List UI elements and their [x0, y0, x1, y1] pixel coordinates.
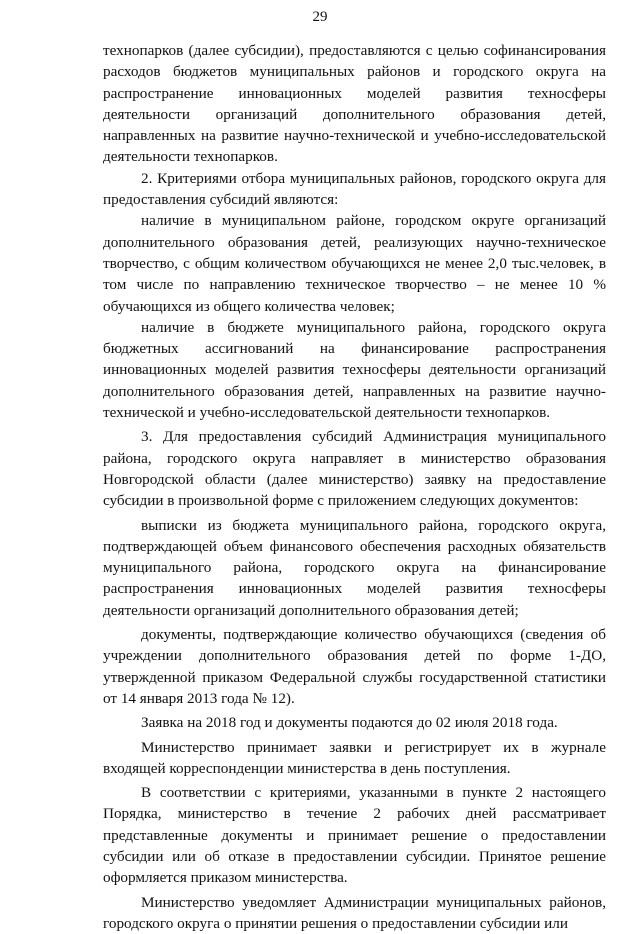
paragraph-review-decision: В соответствии с критериями, указанными в пункте 2 настоящего Порядка, министерство в течение 2 рабочих дней рассматривает представленные документы и принимает решение о предоставлении субсидии или об отказе в предоставлении субсидии. Принятое решение оформляется приказом министерства.: [103, 784, 606, 887]
paragraph-application-procedure: 3. Для предоставления субсидий Администрация муниципального района, городского округа направляет в министерство образования Новгородской области (далее министерство) заявку на предоставление субсидии в произвольной форме с приложением следующих документов:: [103, 428, 606, 510]
paragraph-registration: Министерство принимает заявки и регистрирует их в журнале входящей корреспонденции министерства в день поступления.: [103, 738, 606, 777]
paragraph-selection-criteria: 2. Критериями отбора муниципальных районов, городского округа для предоставления субсидий являются:: [103, 169, 606, 209]
paragraph-student-documents: документы, подтверждающие количество обучающихся (сведения об учреждении дополнительного образования детей по форме 1-ДО, утвержденной приказом Федеральной службы государственной статистики от 14 января 2013 года № 12).: [103, 626, 606, 707]
page-number: 29: [312, 9, 328, 25]
document-body: [103, 40, 606, 934]
paragraph-subsidy-purpose: технопарков (далее субсидии), предоставляются с целью софинансирования расходов бюджетов муниципальных районов и городского округа на распространение инновационных моделей развития техносферы деятельности организаций дополнительного образования детей, направленных на развитие научно-технической и учебно-исследовательской деятельности технопарков.: [103, 42, 606, 166]
paragraph-notification: Министерство уведомляет Администрации муниципальных районов, городского округа о принятии решения о предоставлении субсидии или: [103, 893, 606, 932]
paragraph-budget-extract: выписки из бюджета муниципального района, городского округа, подтверждающей объем финансового обеспечения расходных обязательств муниципального района, городского округа на финансирование распространения инновационных моделей развития техносферы деятельности организаций дополнительного образования детей;: [103, 516, 606, 619]
paragraph-criterion-organizations: наличие в муниципальном районе, городском округе организаций дополнительного образования детей, реализующих научно-техническое творчество, с общим количеством обучающихся не менее 2,0 тыс.человек, в том числе по направлению техническое творчество – не менее 10 % обучающихся из общего количества человек;: [103, 212, 606, 315]
paragraph-criterion-budget: наличие в бюджете муниципального района, городского округа бюджетных ассигнований на финансирование распространения инновационных моделей развития техносферы деятельности организаций дополнительного образования детей, направленных на развитие научно-технической и учебно-исследовательской деятельности технопарков.: [103, 318, 606, 422]
paragraph-application-deadline: Заявка на 2018 год и документы подаются до 02 июля 2018 года.: [141, 714, 558, 732]
